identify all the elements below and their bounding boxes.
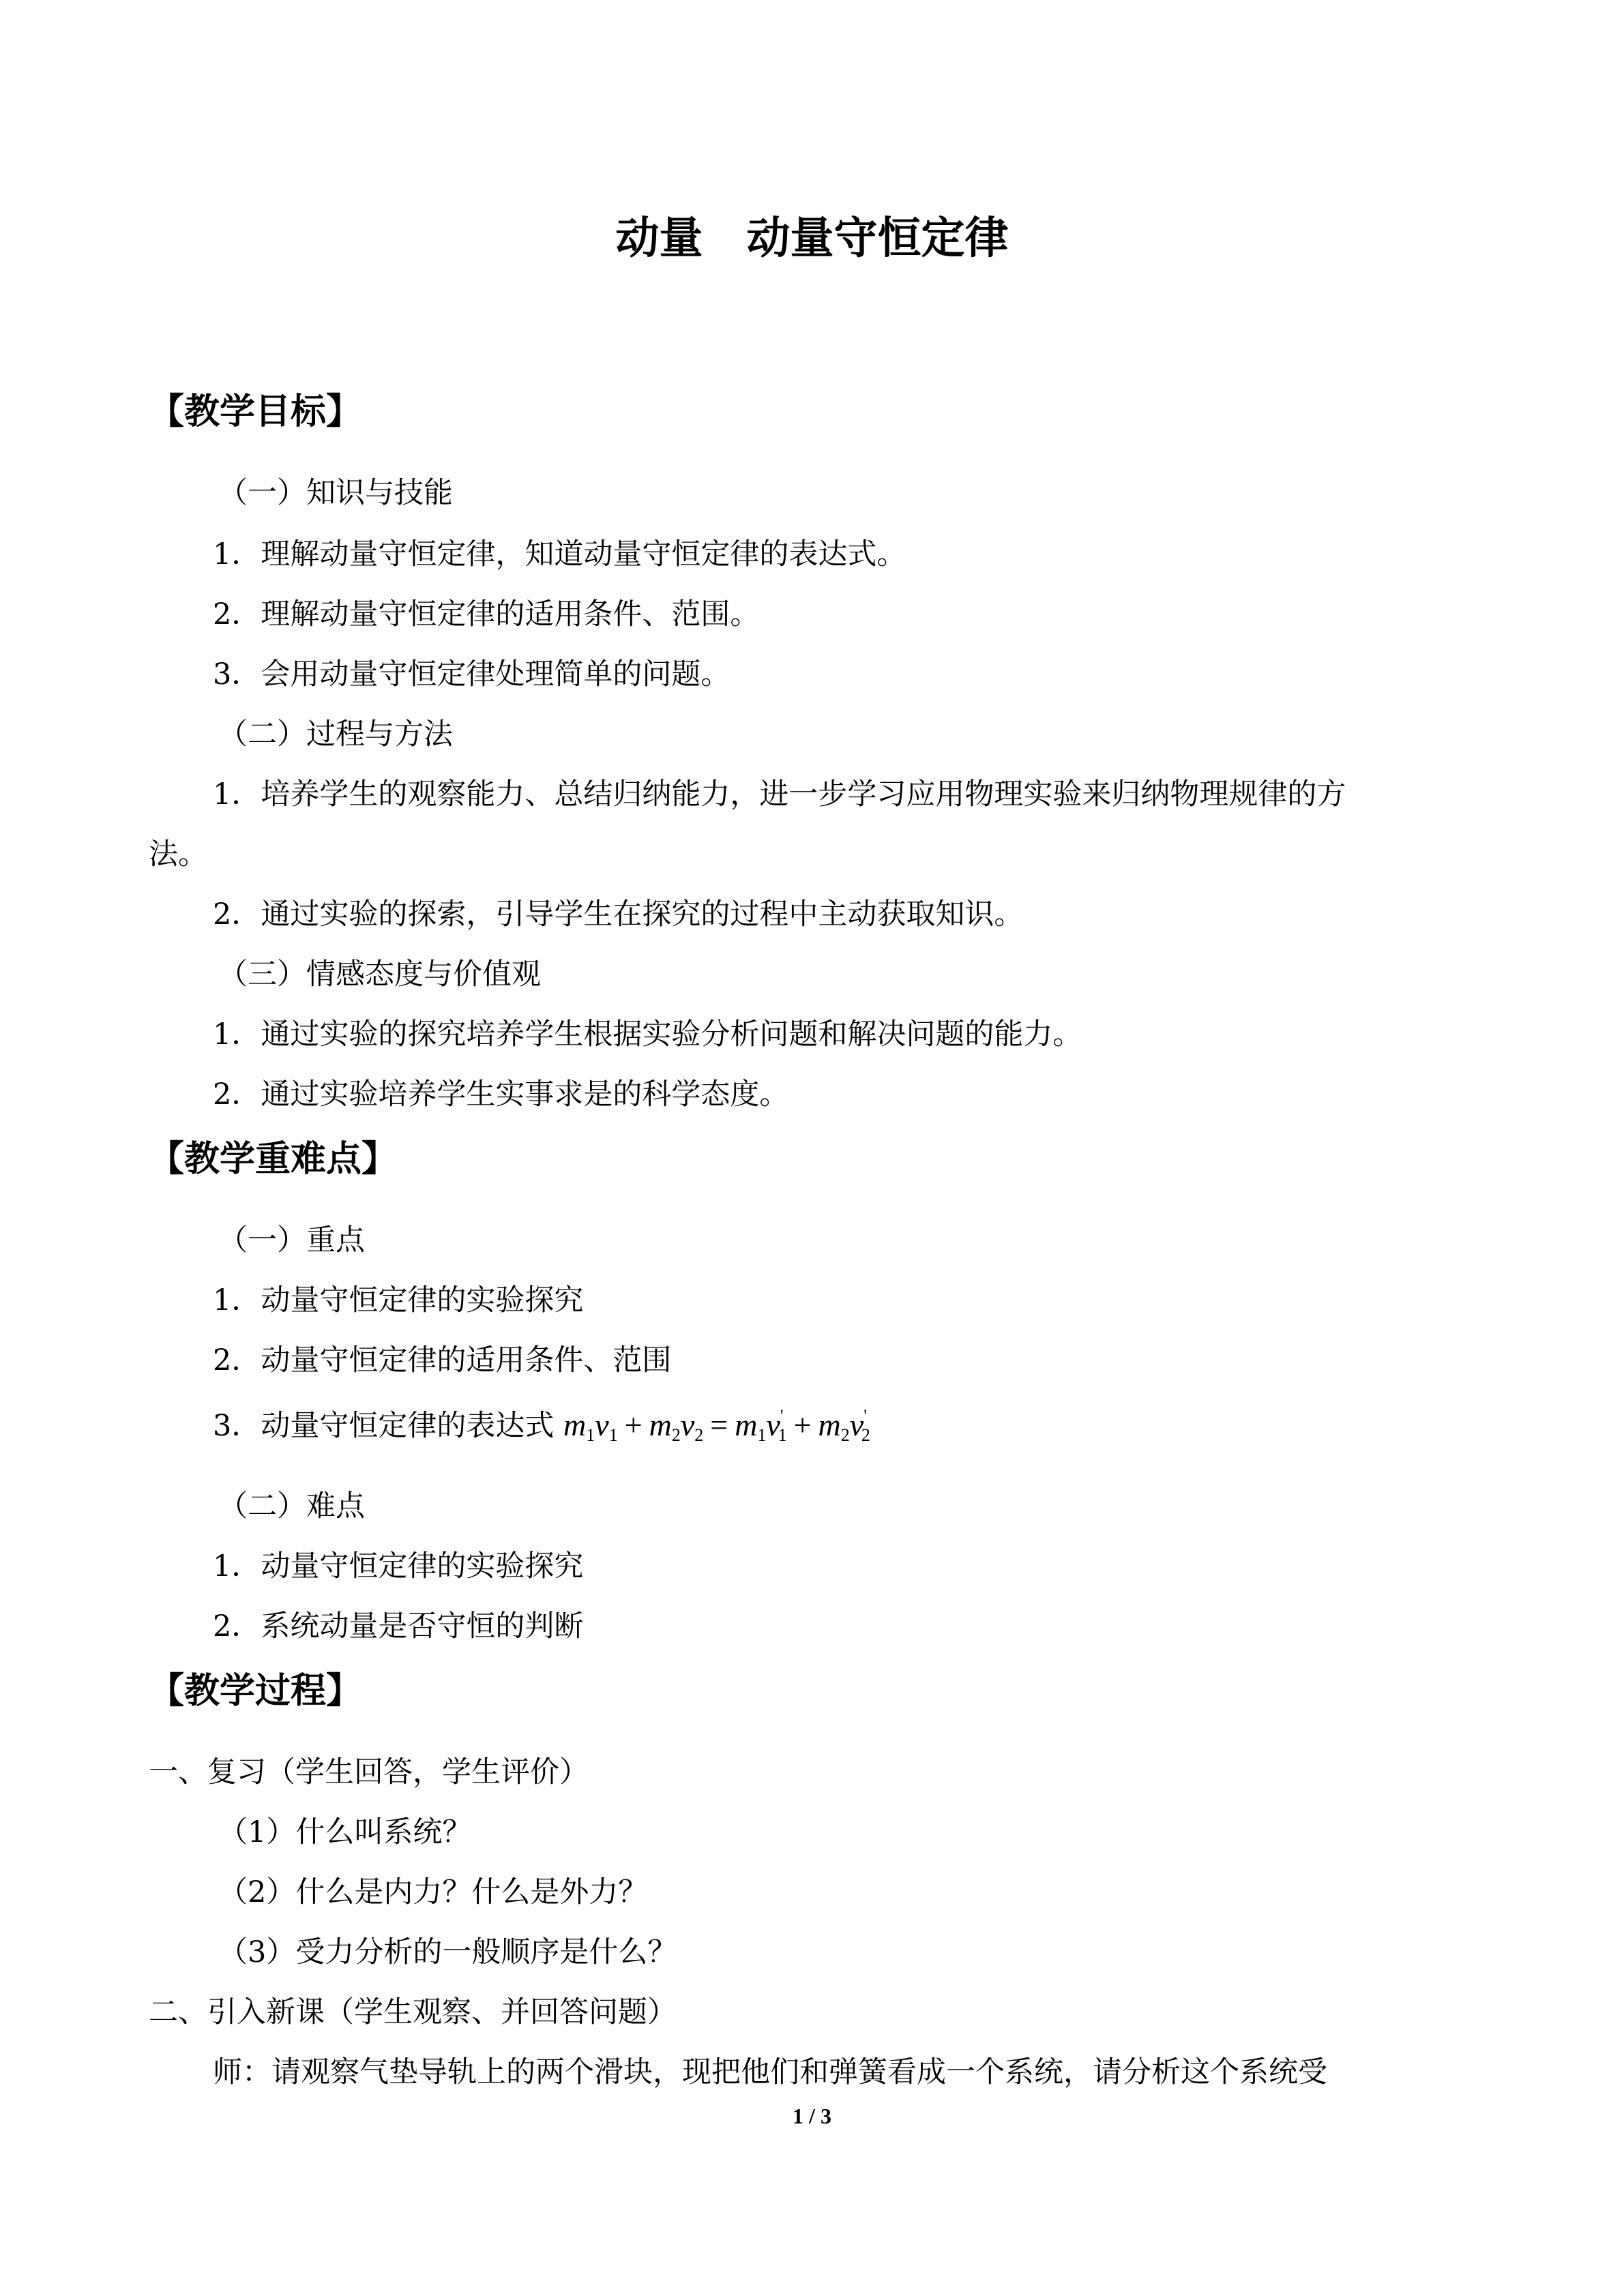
subheading-knowledge-skills: （一）知识与技能: [218, 476, 453, 510]
difficult-item-2: 2．系统动量是否守恒的判断: [213, 1609, 584, 1643]
heading-teaching-process: 【教学过程】: [149, 1671, 362, 1712]
heading-key-difficult-points: 【教学重难点】: [149, 1139, 398, 1180]
page-number: 1 / 3: [793, 2104, 831, 2128]
goal-item-3: 3．会用动量守恒定律处理简单的问题。: [213, 657, 730, 691]
emotion-item-1: 1．通过实验的探究培养学生根据实验分析问题和解决问题的能力。: [213, 1017, 1082, 1052]
subheading-difficult-points: （二）难点: [218, 1489, 365, 1523]
subheading-key-points: （一）重点: [218, 1223, 365, 1257]
review-question-2: （2）什么是内力？什么是外力？: [218, 1875, 648, 1909]
goal-item-1: 1．理解动量守恒定律，知道动量守恒定律的表达式。: [213, 537, 906, 571]
key-item-3: [213, 1407, 870, 1444]
process-item-1-line1: 1．培养学生的观察能力、总结归纳能力，进一步学习应用物理实验来归纳物理规律的方: [213, 777, 1346, 811]
review-question-3: （3）受力分析的一般顺序是什么？: [218, 1935, 677, 1969]
key-item-2: 2．动量守恒定律的适用条件、范围: [213, 1343, 672, 1377]
review-question-1: （1）什么叫系统？: [218, 1815, 472, 1849]
subheading-emotion-values: （三）情感态度与价值观: [218, 957, 541, 992]
process-section-review: 一、复习（学生回答，学生评价）: [149, 1755, 589, 1789]
process-item-2: 2．通过实验的探索，引导学生在探究的过程中主动获取知识。: [213, 897, 1024, 931]
emotion-item-2: 2．通过实验培养学生实事求是的科学态度。: [213, 1077, 789, 1112]
process-item-1-line2: 法。: [149, 837, 207, 871]
teacher-line-1: 师：请观察气垫导轨上的两个滑块，现把他们和弹簧看成一个系统，请分析这个系统受: [213, 2055, 1327, 2089]
key-item-1: 1．动量守恒定律的实验探究: [213, 1283, 584, 1317]
momentum-conservation-formula: $m_1v_1 + m_2v_2 = m_1v'_1 + m_2v'_2$: [563, 1406, 870, 1445]
subheading-process-method: （二）过程与方法: [218, 717, 453, 751]
difficult-item-1: 1．动量守恒定律的实验探究: [213, 1549, 584, 1583]
heading-teaching-goals: 【教学目标】: [149, 391, 362, 432]
document-title: 动量 动量守恒定律: [615, 213, 1009, 264]
goal-item-2: 2．理解动量守恒定律的适用条件、范围。: [213, 597, 760, 631]
key-item-3-text: 3．动量守恒定律的表达式: [213, 1409, 555, 1443]
process-section-new-lesson: 二、引入新课（学生观察、并回答问题）: [149, 1995, 677, 2029]
